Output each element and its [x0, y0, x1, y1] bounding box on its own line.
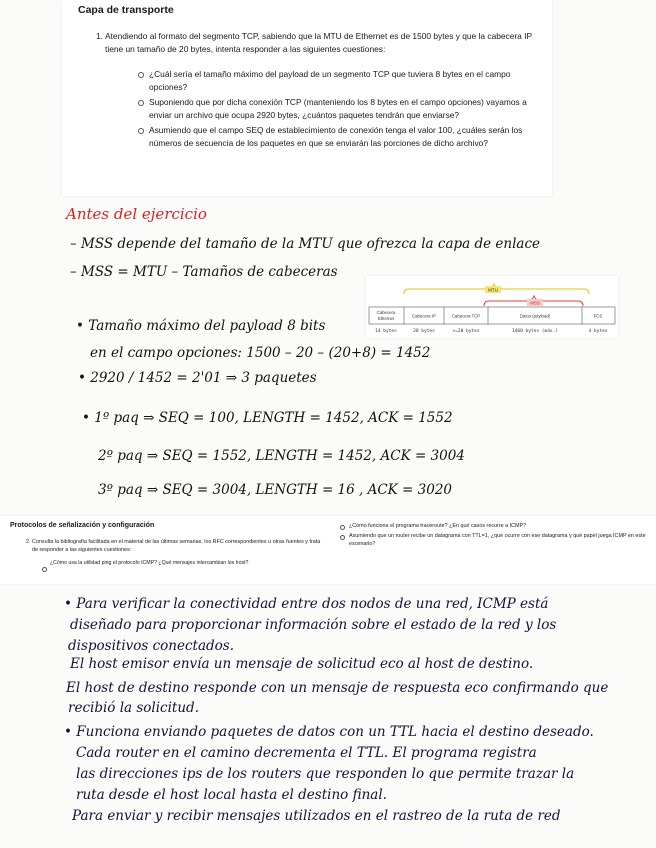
exercise-card-signaling	[0, 516, 656, 584]
subquestion-ping: ¿Cómo usa la utilidad ping el protocolo ICMP? ¿Qué mensajes intercambian los host?	[42, 560, 248, 566]
handwritten-line: El host de destino responde con un mensaje de respuesta eco confirmando que	[66, 680, 609, 696]
bullet-icon	[138, 128, 144, 134]
mtu-label: MTU	[488, 287, 498, 293]
handwritten-line: 3º paq ⇒ SEQ = 3004, LENGTH = 16 , ACK = 3020	[98, 482, 453, 498]
bullet-icon	[138, 72, 144, 78]
cell-label-tcp: Cabecera TCP	[451, 313, 481, 319]
bullet-icon	[42, 567, 47, 572]
subquestion-list	[138, 68, 538, 152]
cell-label-payload: Datos (payload)	[519, 313, 551, 319]
handwritten-line: • 1º paq ⇒ SEQ = 100, LENGTH = 1452, ACK = 1552	[82, 410, 453, 426]
subquestion: ¿Cómo funciona el programa traceroute? ¿En qué casos recurre a ICMP?	[340, 522, 648, 530]
subquestion-list	[340, 522, 648, 550]
handwritten-line: – MSS depende del tamaño de la MTU que ofrezca la capa de enlace	[70, 236, 541, 252]
handwritten-line: • Para verificar la conectividad entre dos nodos de una red, ICMP está	[64, 596, 549, 612]
handwritten-line: 2º paq ⇒ SEQ = 1552, LENGTH = 1452, ACK = 3004	[98, 448, 465, 464]
subquestion: Asumiendo que un router recibe un datagrama con TTL=1, ¿qué ocurre con ese datagrama y qué papel juega ICMP en este escenario?	[340, 532, 648, 548]
size-label-tcp: >=20 bytes	[452, 329, 480, 334]
cell-label-ip: Cabecera IP	[412, 313, 436, 319]
svg-text:Ethernet: Ethernet	[377, 316, 395, 321]
handwritten-line: Cada router en el camino decrementa el TTL. El programa registra	[76, 745, 537, 761]
handwritten-line: recibió la solicitud.	[68, 700, 199, 716]
bullet-icon	[340, 535, 345, 540]
handwritten-line: • Funciona enviando paquetes de datos con un TTL hacia el destino deseado.	[64, 724, 594, 740]
handwritten-line: dispositivos conectados.	[68, 638, 235, 654]
question-1	[96, 30, 542, 55]
handwritten-line: • Tamaño máximo del payload 8 bits	[76, 318, 326, 334]
bullet-icon	[138, 100, 144, 106]
handwritten-line: El host emisor envía un mensaje de solicitud eco al host de destino.	[70, 656, 534, 672]
handwritten-line: – MSS = MTU – Tamaños de cabeceras	[70, 264, 338, 280]
question-text: Consulta la bibliografía facilitada en el material de las últimas semanas, los RFC correspondientes u otras fuentes y trata de responder a las siguientes cuestiones:	[32, 539, 321, 553]
exercise-card-transport	[62, 0, 552, 196]
section-title: Capa de transporte	[78, 4, 174, 16]
mss-label: MSS	[530, 300, 540, 306]
size-label-ip: 20 bytes	[413, 329, 435, 334]
question-number: 2.	[26, 539, 31, 545]
size-label-ethernet: 14 bytes	[375, 329, 397, 334]
handwritten-line: diseñado para proporcionar información sobre el estado de la red y los	[70, 617, 557, 633]
size-label-payload: 1460 bytes (máx.)	[511, 329, 559, 334]
subquestion: Suponiendo que por dicha conexión TCP (manteniendo los 8 bytes en el campo opciones) vayamos a enviar un archivo que ocupa 2920 bytes, ¿cuántos paquetes tendrán que enviarse?	[138, 96, 538, 121]
handwritten-line: • 2920 / 1452 = 2'01 ⇒ 3 paquetes	[78, 370, 317, 386]
handwritten-line: en el campo opciones: 1500 – 20 – (20+8) = 1452	[90, 345, 431, 361]
subquestion: Asumiendo que el campo SEQ de establecimiento de conexión tenga el valor 100, ¿cuáles serán los números de secuencia de los paquetes en que se enviarán las porciones de dicho archivo?	[138, 124, 538, 149]
size-label-fcs: 4 bytes	[588, 329, 608, 334]
cell-label-fcs: FCS	[593, 313, 603, 319]
subquestion: ¿Cuál sería el tamaño máximo del payload de un segmento TCP que tuviera 8 bytes en el campo opciones?	[138, 68, 538, 93]
section-title: Protocolos de señalización y configuración	[10, 522, 155, 529]
cell-label-ethernet: Cabecera	[376, 310, 396, 315]
handwritten-heading: Antes del ejercicio	[66, 205, 207, 223]
handwritten-line: ruta desde el host local hasta el destino final.	[76, 787, 387, 803]
ethernet-frame-diagram	[366, 276, 618, 338]
question-text: Atendiendo al formato del segmento TCP, sabiendo que la MTU de Ethernet es de 1500 bytes y que la cabecera IP tiene un tamaño de 20 bytes, intenta responder a las siguientes cuestiones:	[105, 31, 532, 54]
question-2	[26, 538, 326, 554]
bullet-icon	[340, 525, 345, 530]
handwritten-line: las direcciones ips de los routers que responden lo que permite trazar la	[76, 766, 575, 782]
question-number: 1.	[96, 31, 103, 41]
handwritten-line: Para enviar y recibir mensajes utilizados en el rastreo de la ruta de red	[72, 808, 561, 824]
